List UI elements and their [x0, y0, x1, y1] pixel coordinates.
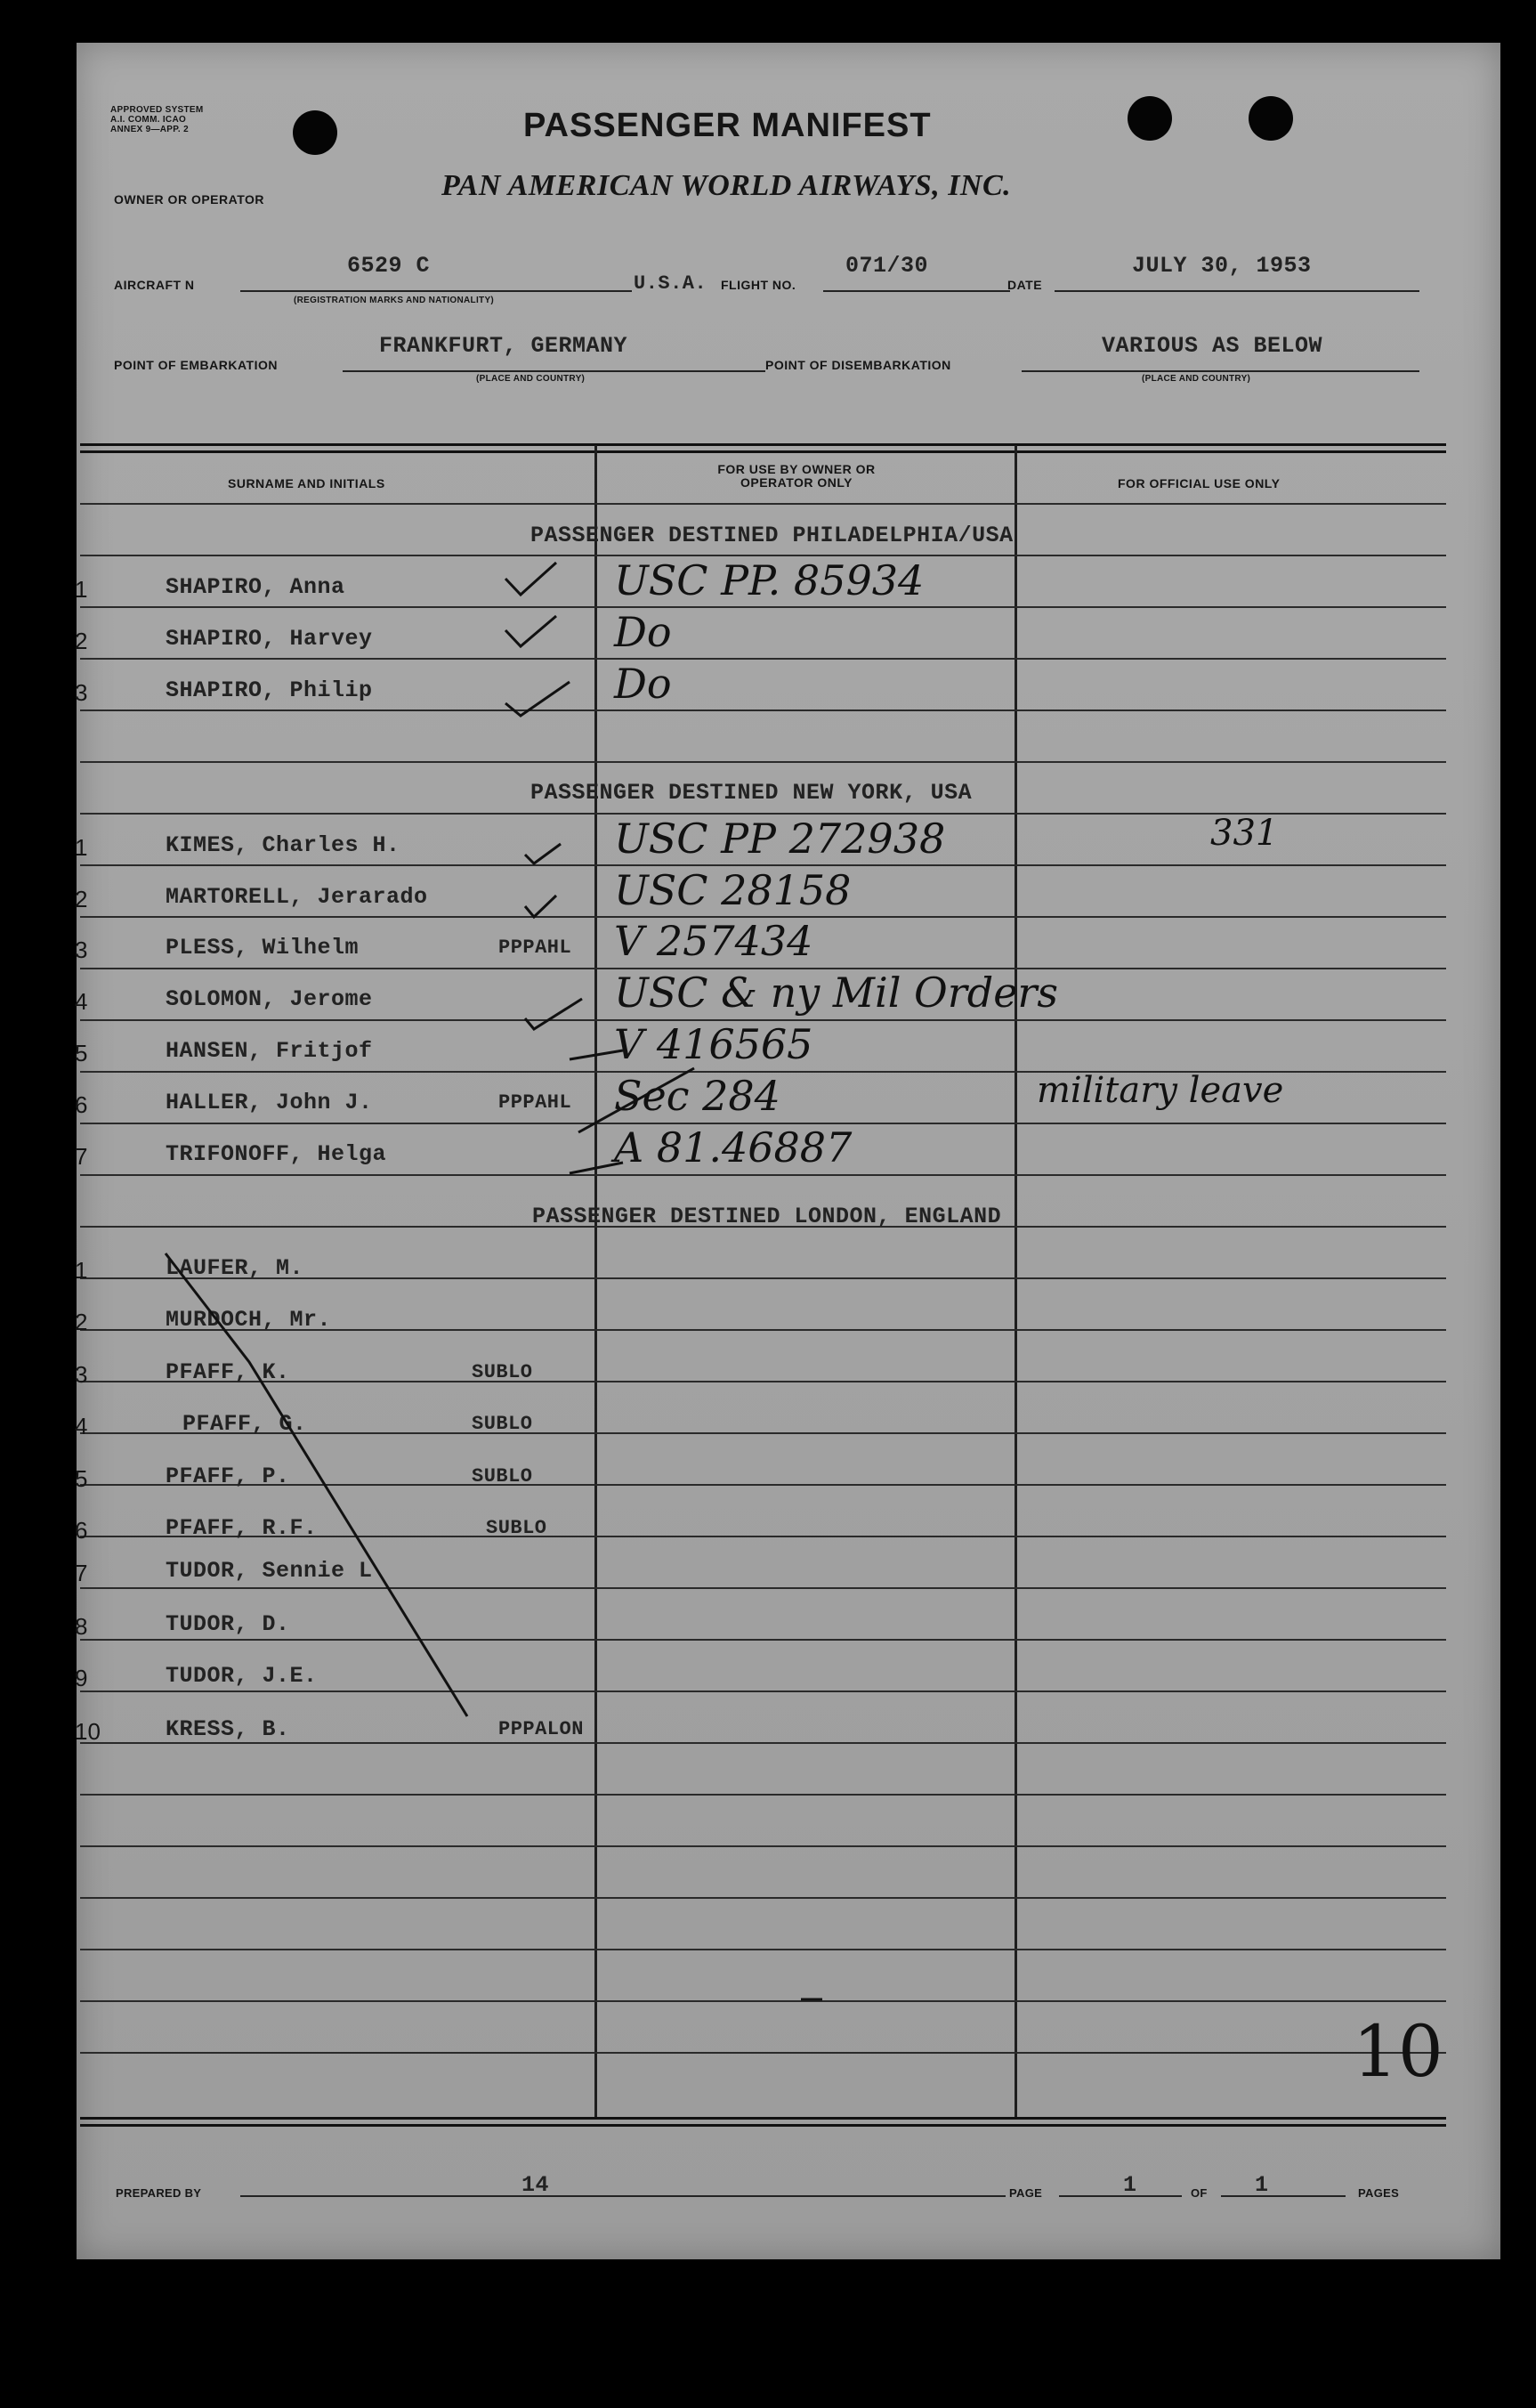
approval-stamp: APPROVED SYSTEM A.I. COMM. ICAO ANNEX 9—APP. 2 [110, 105, 204, 134]
page-label: PAGE [1009, 2186, 1043, 2200]
passenger-name: TUDOR, D. [166, 1611, 290, 1637]
passenger-name: KRESS, B. [166, 1716, 290, 1742]
row-number: 10 [75, 1718, 101, 1745]
row-number: 7 [75, 1560, 88, 1586]
aircraft-note: (REGISTRATION MARKS AND NATIONALITY) [294, 296, 495, 305]
passenger-name: PFAFF, G. [182, 1411, 307, 1437]
column-divider [594, 445, 597, 2119]
group-heading: PASSENGER DESTINED LONDON, ENGLAND [532, 1204, 1002, 1229]
row-number: 4 [75, 1413, 88, 1439]
flight-label: FLIGHT NO. [721, 278, 796, 292]
ruled-line [80, 503, 1446, 505]
owner-note: USC PP. 85934 [614, 556, 925, 604]
row-number: 1 [75, 1257, 88, 1284]
passenger-name: SHAPIRO, Harvey [166, 626, 373, 652]
passenger-code: SUBLO [472, 1361, 533, 1383]
passenger-name: MARTORELL, Jerarado [166, 884, 428, 910]
passenger-name: PFAFF, R.F. [166, 1515, 318, 1541]
embark-note: (PLACE AND COUNTRY) [476, 374, 586, 384]
passenger-name: HANSEN, Fritjof [166, 1038, 373, 1064]
row-number: 1 [75, 834, 88, 861]
column-header-official: FOR OFFICIAL USE ONLY [1118, 476, 1281, 491]
ruled-line [80, 658, 1446, 660]
owner-note: A 81.46887 [614, 1123, 853, 1172]
ruled-line [80, 1690, 1446, 1692]
row-number: 1 [75, 576, 88, 603]
punch-hole [1249, 96, 1293, 141]
official-note: 331 [1210, 813, 1279, 854]
ruled-line [80, 1742, 1446, 1744]
embark-value: FRANKFURT, GERMANY [379, 333, 628, 359]
passenger-name: PLESS, Wilhelm [166, 935, 360, 961]
aircraft-value: 6529 C [347, 253, 431, 279]
owner-label: OWNER OR OPERATOR [114, 192, 264, 207]
ruled-line [80, 1845, 1446, 1847]
airline-name: PAN AMERICAN WORLD AIRWAYS, INC. [441, 169, 1012, 202]
passenger-code: SUBLO [486, 1517, 547, 1539]
disembark-label: POINT OF DISEMBARKATION [765, 358, 951, 372]
owner-note: Do [614, 660, 672, 708]
punch-hole [1128, 96, 1172, 141]
passenger-name: HALLER, John J. [166, 1090, 373, 1115]
date-label: DATE [1007, 278, 1043, 292]
passenger-name: LAUFER, M. [166, 1255, 304, 1281]
owner-note: V 257434 [614, 917, 813, 965]
page-title: PASSENGER MANIFEST [523, 107, 932, 144]
of-value: 1 [1255, 2172, 1269, 2198]
row-number: 2 [75, 628, 88, 654]
ruled-line [80, 1174, 1446, 1176]
ruled-line [80, 606, 1446, 608]
nationality: U.S.A. [634, 272, 707, 295]
aircraft-label: AIRCRAFT N [114, 278, 195, 292]
group-heading: PASSENGER DESTINED NEW YORK, USA [530, 780, 973, 806]
disembark-value: VARIOUS AS BELOW [1102, 333, 1323, 359]
column-divider [1015, 445, 1017, 2119]
row-number: 5 [75, 1465, 88, 1492]
punch-hole [293, 110, 337, 155]
pages-label: PAGES [1358, 2186, 1400, 2200]
disembark-note: (PLACE AND COUNTRY) [1142, 374, 1251, 384]
owner-note: USC PP 272938 [614, 815, 946, 863]
flight-value: 071/30 [845, 253, 929, 279]
row-number: 7 [75, 1143, 88, 1170]
row-number: 3 [75, 936, 88, 963]
passenger-name: KIMES, Charles H. [166, 832, 400, 858]
passenger-code: PPPALON [498, 1718, 584, 1740]
owner-note: V 416565 [614, 1020, 813, 1068]
ruled-line [80, 709, 1446, 711]
date-value: JULY 30, 1953 [1132, 253, 1312, 279]
owner-note: USC & ny Mil Orders [614, 969, 1059, 1017]
margin-note: 10 [1353, 2010, 1443, 2093]
row-number: 4 [75, 988, 88, 1015]
row-number: 2 [75, 886, 88, 912]
ruled-line [80, 1949, 1446, 1950]
row-number: 9 [75, 1665, 88, 1691]
owner-note: Sec 284 [614, 1072, 780, 1120]
passenger-name: TUDOR, J.E. [166, 1663, 318, 1689]
column-header-surname: SURNAME AND INITIALS [228, 476, 385, 491]
group-heading: PASSENGER DESTINED PHILADELPHIA/USA [530, 523, 1014, 548]
row-number: 3 [75, 679, 88, 706]
passenger-name: PFAFF, K. [166, 1359, 290, 1385]
row-number: 5 [75, 1040, 88, 1066]
owner-note: Do [614, 608, 672, 656]
owner-note: USC 28158 [614, 866, 852, 914]
page-value: 1 [1123, 2172, 1137, 2198]
prepared-value: 14 [521, 2172, 550, 2198]
prepared-label: PREPARED BY [116, 2186, 202, 2200]
column-header-owner: FOR USE BY OWNER OR OPERATOR ONLY [717, 462, 876, 490]
passenger-code: PPPAHL [498, 1091, 572, 1114]
passenger-name: TRIFONOFF, Helga [166, 1141, 387, 1167]
passenger-code: SUBLO [472, 1413, 533, 1435]
ruled-line [80, 2052, 1446, 2054]
row-number: 3 [75, 1361, 88, 1388]
row-number: 6 [75, 1517, 88, 1544]
passenger-code: SUBLO [472, 1465, 533, 1488]
passenger-name: SHAPIRO, Philip [166, 677, 373, 703]
ruled-line [80, 761, 1446, 763]
ruled-line [80, 2000, 1446, 2002]
passenger-name: PFAFF, P. [166, 1463, 290, 1489]
of-label: OF [1191, 2186, 1208, 2200]
row-number: 2 [75, 1309, 88, 1335]
row-number: 8 [75, 1613, 88, 1640]
official-note: military leave [1037, 1070, 1284, 1111]
embark-label: POINT OF EMBARKATION [114, 358, 278, 372]
ruled-line [80, 1639, 1446, 1641]
passenger-name: SOLOMON, Jerome [166, 986, 373, 1012]
passenger-name: TUDOR, Sennie L [166, 1558, 373, 1584]
passenger-code: PPPAHL [498, 936, 572, 959]
ruled-line [80, 1794, 1446, 1796]
passenger-name: SHAPIRO, Anna [166, 574, 345, 600]
ruled-line [80, 1897, 1446, 1899]
ruled-line [80, 1587, 1446, 1589]
passenger-name: MURDOCH, Mr. [166, 1307, 332, 1333]
row-number: 6 [75, 1091, 88, 1118]
